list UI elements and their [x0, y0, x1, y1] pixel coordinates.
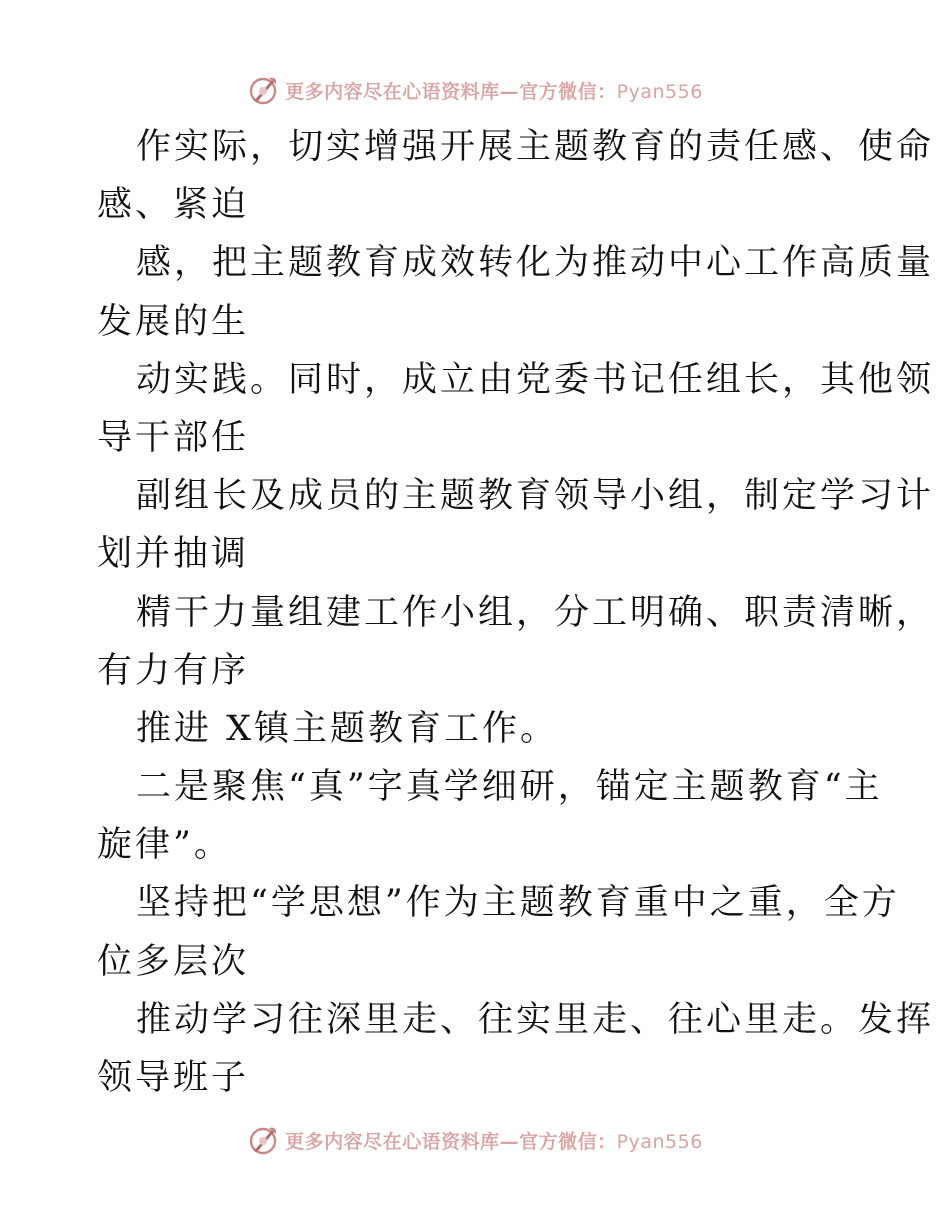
text-line: 有力有序: [97, 650, 250, 691]
quill-seal-logo-icon: [247, 1124, 279, 1156]
watermark-wechat-id: Pyan556: [616, 1130, 703, 1153]
text-line: 作实际，切实增强开展主题教育的责任感、使命: [136, 127, 935, 167]
text-line: 旋律”。: [97, 825, 232, 866]
watermark-wechat-id: Pyan556: [616, 80, 703, 103]
text-line: 精干力量组建工作小组，分工明确、职责清晰，: [136, 592, 935, 633]
text-line: 二是聚焦“真”字真学细研，锚定主题教育“主: [136, 767, 883, 808]
quill-seal-logo-icon: [247, 74, 279, 106]
header-watermark: [0, 70, 950, 110]
text-line: 导干部任: [97, 417, 250, 458]
text-line: 划并抽调: [97, 534, 250, 575]
text-line: 位多层次: [97, 941, 250, 982]
text-line: 推动学习往深里走、往实里走、往心里走。发挥: [136, 999, 935, 1040]
text-line: 领导班子: [97, 1058, 250, 1098]
watermark-text-cn: 更多内容尽在心语资料库—官方微信：: [285, 1130, 617, 1153]
text-line: 副组长及成员的主题教育领导小组，制定学习计: [136, 476, 935, 517]
text-line: 感，把主题教育成效转化为推动中心工作高质量: [136, 243, 935, 284]
watermark-text: [285, 77, 703, 104]
watermark-text-cn: 更多内容尽在心语资料库—官方微信：: [285, 80, 617, 103]
text-line: 动实践。同时，成立由党委书记任组长，其他领: [136, 359, 935, 400]
text-line: 感、紧迫: [97, 185, 250, 226]
footer-watermark: [0, 1120, 950, 1160]
watermark-text: [285, 1127, 703, 1154]
text-line: 发展的生: [97, 301, 250, 342]
document-body: [97, 118, 935, 1107]
text-line: 坚持把“学思想”作为主题教育重中之重，全方: [136, 883, 900, 924]
text-line: 推进 X镇主题教育工作。: [136, 708, 559, 749]
